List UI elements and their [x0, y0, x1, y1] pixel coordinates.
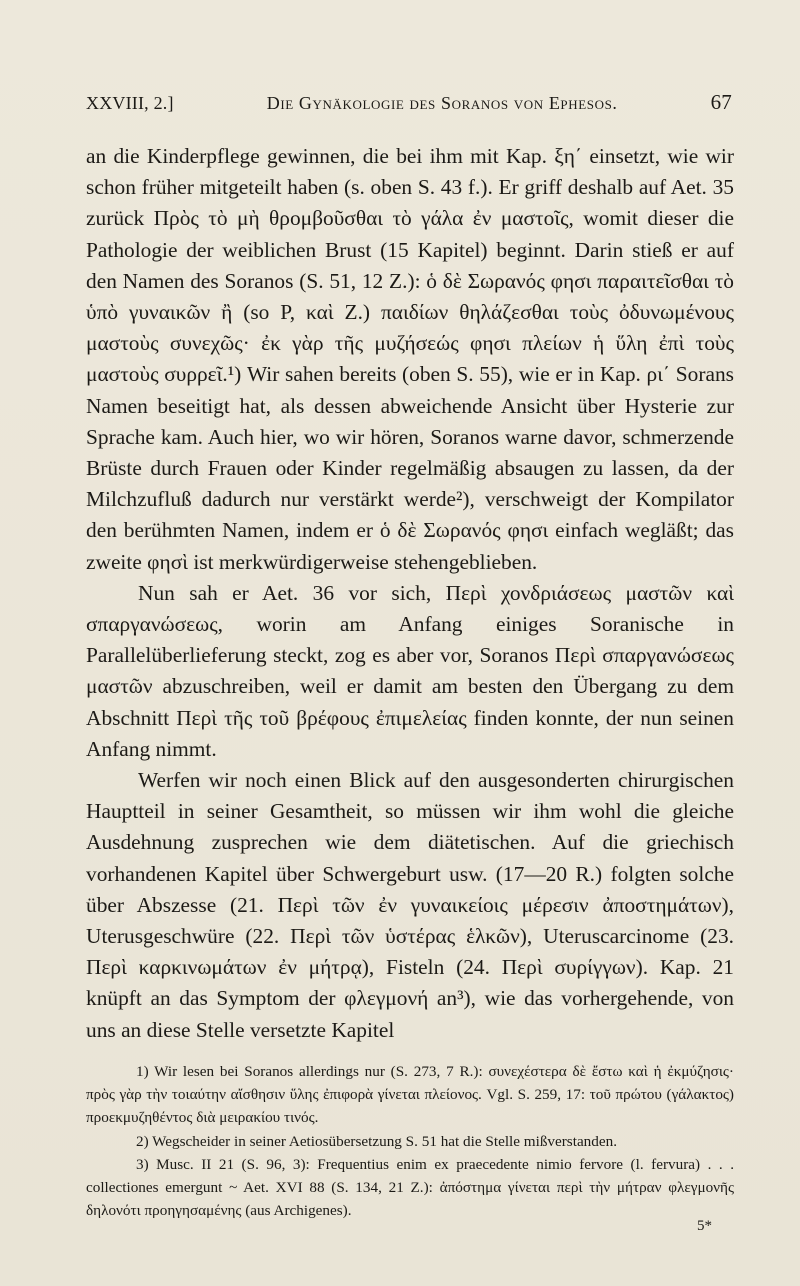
signature-mark: 5* [697, 1218, 712, 1234]
paragraph: Werfen wir noch einen Blick auf den ausgesonderten chirurgischen Hauptteil in seiner Gesamtheit, so müssen wir ihm wohl die gleiche Ausdehnung zusprechen wie dem diätetischen. Auf die griechisch vorhandenen Kapitel über Schwergeburt usw. (17—20 R.) folgten solche über Abszesse (21. Περὶ τῶν ἐν γυναικείοις μέρεσιν ἀποστημάτων), Uterusgeschwüre (22. Περὶ τῶν ὑστέρας ἑλκῶν), Uteruscarcinome (23. Περὶ καρκινωμάτων ἐν μήτρᾳ), Fisteln (24. Περὶ συρίγγων). Kap. 21 knüpft an das Symptom der φλεγμονή an³), wie das vorhergehende, von uns an diese Stelle versetzte Kapitel [86, 768, 734, 1042]
running-header [86, 90, 732, 115]
main-text [86, 141, 734, 1046]
page-number: 67 [710, 90, 732, 114]
running-title: Die Gynäkologie des Soranos von Ephesos. [266, 93, 618, 113]
paragraph: Nun sah er Aet. 36 vor sich, Περὶ χονδριάσεως μαστῶν καὶ σπαργανώσεως, worin am Anfang einiges Soranische in Parallelüberlieferung steckt, zog es aber vor, Soranos Περὶ σπαργανώσεως μαστῶν abzuschreiben, weil er damit am besten den Übergang zu dem Abschnitt Περὶ τῆς τοῦ βρέφους ἐπιμελείας finden konnte, der nun seinen Anfang nimmt. [86, 580, 734, 761]
footnote: 3) Musc. II 21 (S. 96, 3): Frequentius enim ex praecedente nimio fervore (l. fervura) . . . collectiones emergunt ~ Aet. XVI 88 (S. 134, 21 Z.): ἀπόστημα γίνεται περὶ τὴν μήτραν φλεγμονῆς δηλονότι προηγησαμένης (aus Archigenes). [86, 1155, 734, 1220]
footnote: 1) Wir lesen bei Soranos allerdings nur (S. 273, 7 R.): συνεχέστερα δὲ ἔστω καὶ ἡ ἐκμύζησις· πρὸς γὰρ τὴν τοιαύτην αἴσθησιν ὕλης ἐπιφορὰ γίνεται πλείονος. Vgl. S. 259, 17: τοῦ πρώτου (γάλακτος) προεκμυζηθέντος διὰ μειρακίου τινός. [86, 1063, 734, 1127]
section-marker: XXVIII, 2.] [86, 93, 174, 113]
footnotes [86, 1060, 734, 1222]
paragraph: an die Kinderpflege gewinnen, die bei ihm mit Kap. ξη΄ einsetzt, wie wir schon früher mitgeteilt haben (s. oben S. 43 f.). Er griff deshalb auf Aet. 35 zurück Πρὸς τὸ μὴ θρομβοῦσθαι τὸ γάλα ἐν μαστοῖς, womit dieser die Pathologie der weiblichen Brust (15 Kapitel) beginnt. Darin stieß er auf den Namen des Soranos (S. 51, 12 Z.): ὁ δὲ Σωρανός φησι παραιτεῖσθαι τὸ ὑπὸ γυναικῶν ἢ (so P, καὶ Z.) παιδίων θηλάζεσθαι τοὺς ὀδυνωμένους μαστοὺς συνεχῶς· ἐκ γὰρ τῆς μυζήσεώς φησι πλείων ἡ ὕλη ἐπὶ τοὺς μαστοὺς συρρεῖ.¹) Wir sahen bereits (oben S. 55), wie er in Kap. ρι΄ Sorans Namen beseitigt hat, als dessen abweichende Ansicht über Hysterie zur Sprache kam. Auch hier, wo wir hören, Soranos warne davor, schmerzende Brüste durch Frauen oder Kinder regelmäßig absaugen zu lassen, da der Milchzufluß dadurch nur verstärkt werde²), verschweigt der Kompilator den berühmten Namen, indem er ὁ δὲ Σωρανός φησι einfach wegläßt; das zweite φησὶ ist merkwürdigerweise stehengeblieben. [86, 144, 734, 574]
footnote: 2) Wegscheider in seiner Aetiosübersetzung S. 51 hat die Stelle mißverstanden. [136, 1132, 617, 1150]
